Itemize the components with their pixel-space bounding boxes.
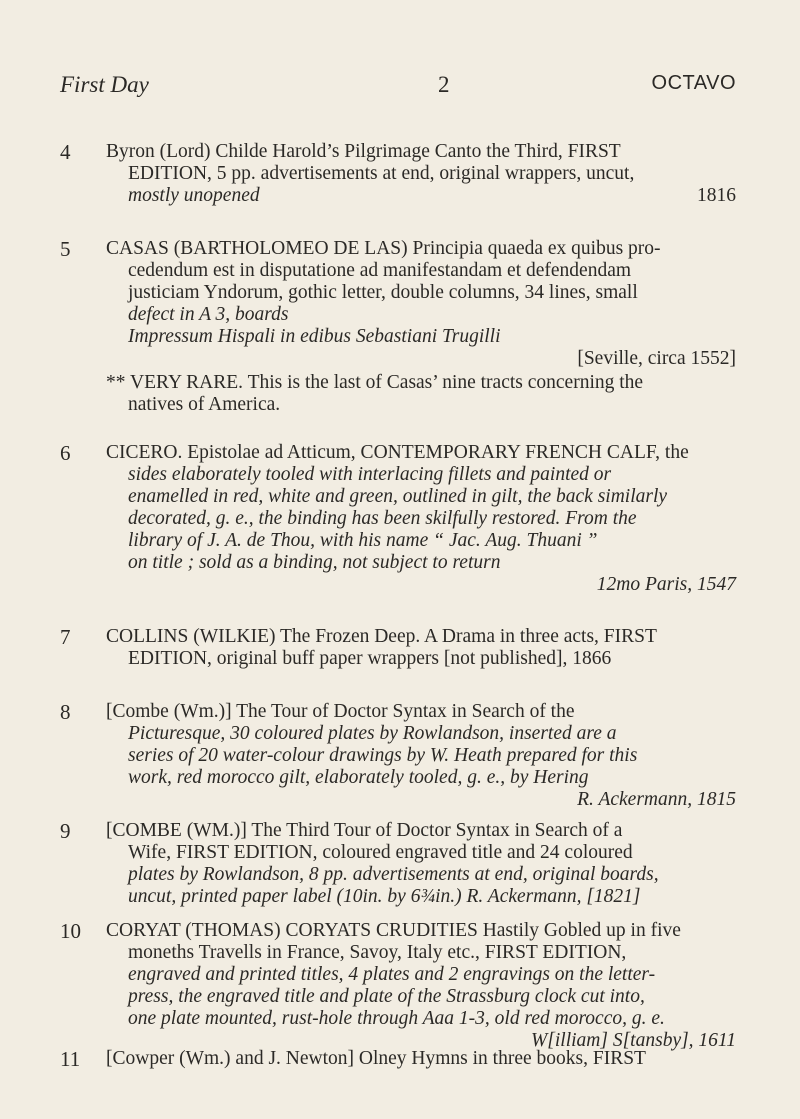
entry-line: Impressum Hispali in edibus Sebastiani Trugilli (128, 326, 501, 347)
entry-line: defect in A 3, boards (128, 304, 289, 325)
entry-line: CORYAT (THOMAS) CORYATS CRUDITIES Hastily Gobled up in five (106, 920, 681, 941)
catalogue-entry-8 (60, 701, 736, 811)
entry-line: CICERO. Epistolae ad Atticum, CONTEMPORARY FRENCH CALF, the (106, 442, 689, 463)
page-header (60, 72, 736, 102)
entry-line: decorated, g. e., the binding has been skilfully restored. From the (128, 508, 637, 529)
catalogue-entry-5 (60, 238, 736, 416)
entry-line: engraved and printed titles, 4 plates and 2 engravings on the letter- (128, 964, 656, 985)
entry-line: [Combe (Wm.)] The Tour of Doctor Syntax in Search of the (106, 701, 575, 722)
lot-number: 8 (60, 700, 71, 724)
entry-line-text: mostly unopened (128, 185, 260, 206)
catalogue-entry-7 (60, 626, 736, 670)
catalogue-entry-6 (60, 442, 736, 596)
header-day: First Day (60, 72, 149, 97)
entry-line: moneths Travells in France, Savoy, Italy etc., FIRST EDITION, (128, 942, 627, 963)
entry-date: R. Ackermann, 1815 (577, 789, 736, 810)
lot-number: 6 (60, 441, 71, 465)
entry-line: work, red morocco gilt, elaborately tooled, g. e., by Hering (128, 767, 589, 788)
entry-line: Byron (Lord) Childe Harold’s Pilgrimage Canto the Third, FIRST (106, 141, 621, 162)
entry-note: ** VERY RARE. This is the last of Casas’ nine tracts concerning the (106, 372, 644, 393)
entry-line: justiciam Yndorum, gothic letter, double columns, 34 lines, small (128, 282, 638, 303)
entry-line: enamelled in red, white and green, outlined in gilt, the back similarly (128, 486, 668, 507)
entry-line: EDITION, original buff paper wrappers [not published], 1866 (128, 648, 612, 669)
entry-line: Picturesque, 30 coloured plates by Rowlandson, inserted are a (128, 723, 617, 744)
lot-number: 10 (60, 919, 81, 943)
entry-line: sides elaborately tooled with interlacing fillets and painted or (128, 464, 612, 485)
catalogue-entry-4 (60, 141, 736, 207)
entry-line: on title ; sold as a binding, not subject to return (128, 552, 501, 573)
catalogue-entry-10 (60, 920, 736, 1052)
entry-line: cedendum est in disputatione ad manifestandam et defendendam (128, 260, 632, 281)
entry-date: 1816 (697, 185, 736, 206)
entry-line: [Cowper (Wm.) and J. Newton] Olney Hymns in three books, FIRST (106, 1048, 646, 1069)
header-format: OCTAVO (651, 72, 736, 94)
entry-date: 12mo Paris, 1547 (596, 574, 736, 595)
entry-line (106, 185, 736, 207)
entry-line: plates by Rowlandson, 8 pp. advertisements at end, original boards, (128, 864, 659, 885)
entry-note: natives of America. (128, 394, 281, 415)
catalogue-entry-9 (60, 820, 736, 908)
entry-line: series of 20 water-colour drawings by W. Heath prepared for this (128, 745, 638, 766)
entry-line: Wife, FIRST EDITION, coloured engraved title and 24 coloured (128, 842, 633, 863)
header-page-number: 2 (438, 72, 450, 97)
lot-number: 5 (60, 237, 71, 261)
entry-line: CASAS (BARTHOLOMEO DE LAS) Principia quaeda ex quibus pro- (106, 238, 661, 259)
entry-line: uncut, printed paper label (10in. by 6¾in.) R. Ackermann, [1821] (128, 886, 641, 907)
lot-number: 7 (60, 625, 71, 649)
entry-line: one plate mounted, rust-hole through Aaa 1-3, old red morocco, g. e. (128, 1008, 665, 1029)
entry-date: W[illiam] S[tansby], 1611 (531, 1030, 736, 1051)
entry-line: COLLINS (WILKIE) The Frozen Deep. A Drama in three acts, FIRST (106, 626, 657, 647)
lot-number: 11 (60, 1047, 81, 1071)
lot-number: 4 (60, 140, 71, 164)
lot-number: 9 (60, 819, 71, 843)
catalogue-entry-11 (60, 1048, 736, 1070)
entry-line: library of J. A. de Thou, with his name “ Jac. Aug. Thuani ” (128, 530, 598, 551)
entry-line: [COMBE (WM.)] The Third Tour of Doctor Syntax in Search of a (106, 820, 623, 841)
entry-date: [Seville, circa 1552] (577, 348, 736, 369)
entry-line: EDITION, 5 pp. advertisements at end, original wrappers, uncut, (128, 163, 635, 184)
entry-line: press, the engraved title and plate of the Strassburg clock cut into, (128, 986, 645, 1007)
